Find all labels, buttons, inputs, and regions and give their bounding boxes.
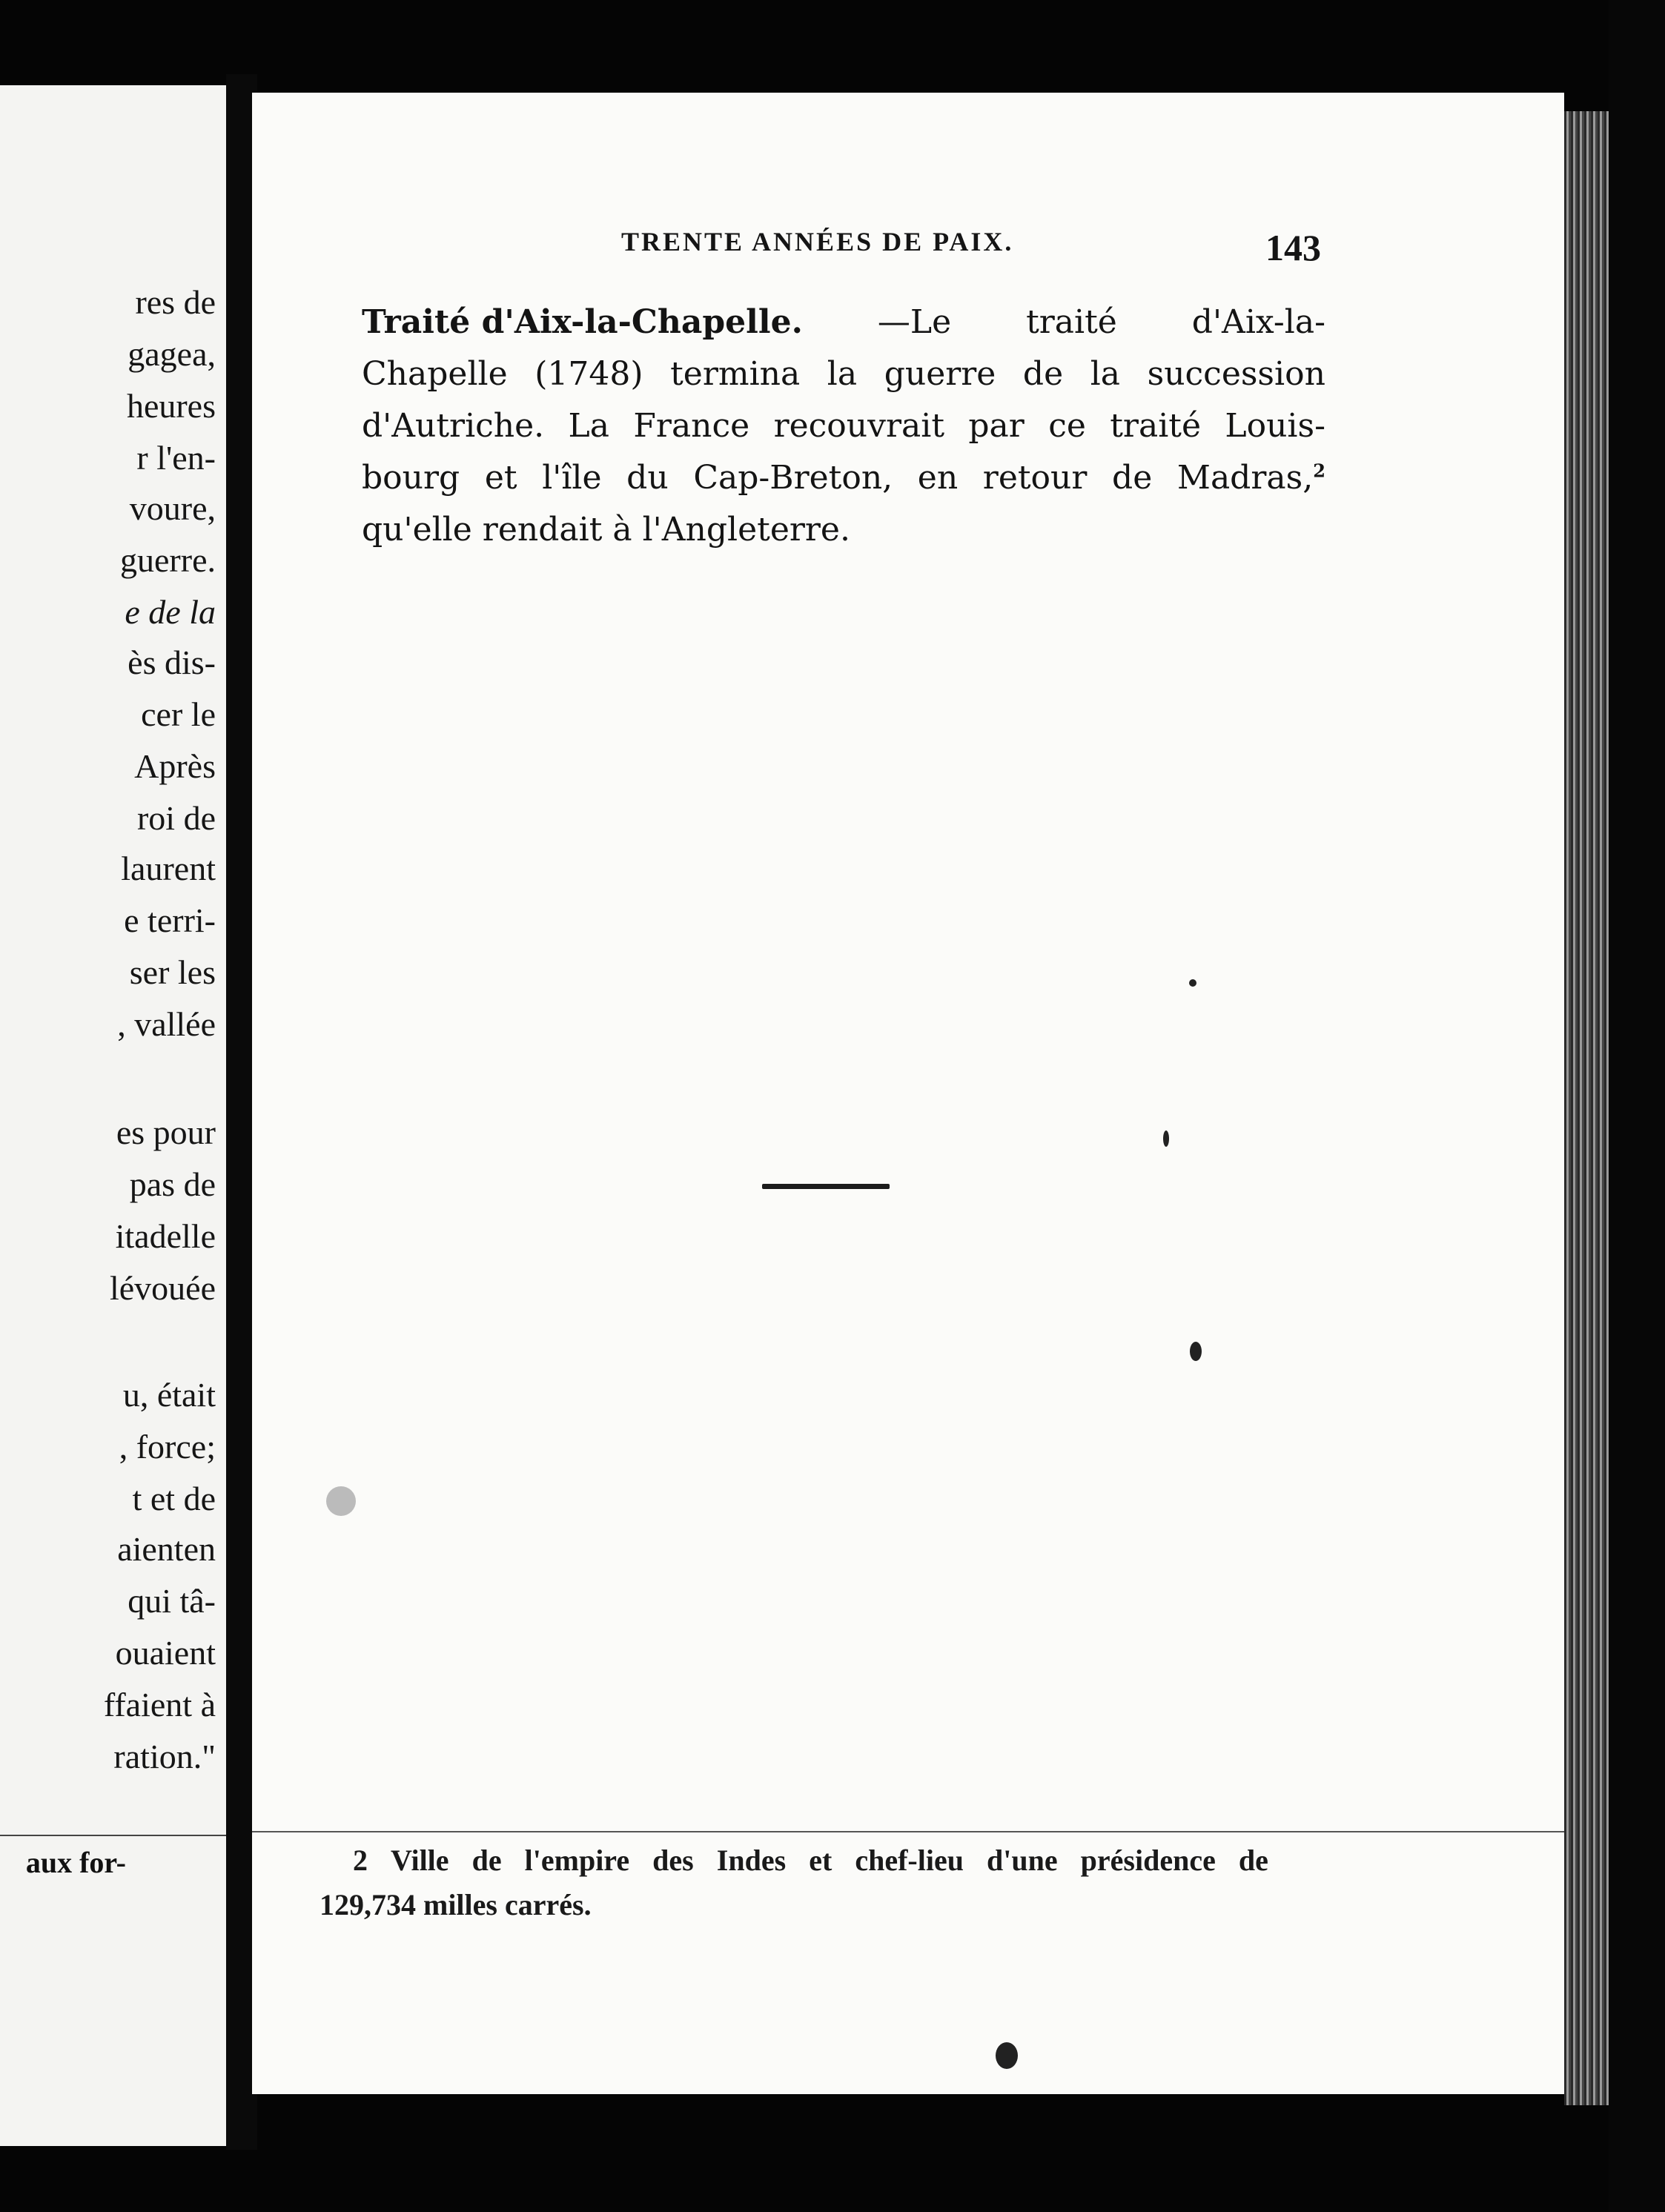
previous-page-footnote: aux for- xyxy=(25,1846,126,1879)
previous-page-line: ser les xyxy=(129,953,216,991)
word: (1748) xyxy=(534,355,643,393)
word: de xyxy=(471,1844,502,1877)
scan-speck xyxy=(996,2042,1018,2069)
scan-speck xyxy=(1189,979,1196,987)
word: ce xyxy=(1048,407,1086,445)
word: de xyxy=(1238,1844,1268,1877)
word: l'île xyxy=(542,459,602,497)
previous-page-line: aienten xyxy=(117,1530,216,1568)
previous-page-line: lévouée xyxy=(109,1269,216,1307)
scan-border-right xyxy=(1609,0,1665,2212)
footnote-line-1 xyxy=(320,1838,1268,1883)
scan-speck xyxy=(326,1486,356,1516)
word: par xyxy=(968,407,1025,445)
word: des xyxy=(652,1844,694,1877)
word: l'empire xyxy=(524,1844,630,1877)
word: en xyxy=(917,459,959,497)
previous-page-line: guerre. xyxy=(120,541,216,579)
word: de xyxy=(1112,459,1153,497)
previous-page-line: ouaient xyxy=(115,1634,216,1672)
word: traité xyxy=(1026,303,1117,341)
previous-page-fragment xyxy=(0,85,226,2146)
previous-page-line: res de xyxy=(135,283,216,321)
word: —Le xyxy=(877,303,952,341)
word: guerre xyxy=(884,355,996,393)
previous-page-line: , vallée xyxy=(117,1005,216,1043)
text-line-1 xyxy=(362,297,1325,348)
previous-page-line: pas de xyxy=(129,1165,216,1203)
previous-page-line: e de la xyxy=(125,593,216,631)
word: la xyxy=(1090,355,1121,393)
word: Cap-Breton, xyxy=(693,459,893,497)
word: du xyxy=(626,459,669,497)
previous-page-line: t et de xyxy=(132,1480,216,1517)
previous-page-line: laurent xyxy=(121,850,216,887)
previous-page-line: voure, xyxy=(129,489,216,527)
word: Indes xyxy=(716,1844,787,1877)
word: France xyxy=(633,407,750,445)
word: chef-lieu xyxy=(855,1844,964,1877)
footnote-rule xyxy=(252,1831,1564,1832)
word: et xyxy=(809,1844,832,1877)
section-separator-rule xyxy=(762,1184,890,1189)
previous-page-line: Après xyxy=(134,747,216,785)
text-line-3 xyxy=(362,400,1325,452)
word-with-footnote-ref xyxy=(1177,452,1325,504)
section-heading: Traité d'Aix-la-Chapelle. xyxy=(362,303,803,341)
text-line-4 xyxy=(362,452,1325,504)
previous-page-line: es pour xyxy=(116,1113,216,1151)
word: bourg xyxy=(362,459,460,497)
word: recouvrait xyxy=(773,407,944,445)
previous-page-line: qui tâ- xyxy=(128,1582,216,1620)
previous-page-line: , force; xyxy=(119,1428,216,1466)
text-line-2 xyxy=(362,348,1325,400)
previous-page-line: gagea, xyxy=(128,335,216,373)
previous-page-footnote-rule xyxy=(0,1835,226,1836)
word: La xyxy=(568,407,609,445)
scan-speck xyxy=(1163,1130,1169,1147)
word: Madras, xyxy=(1176,459,1314,497)
book-page xyxy=(252,93,1564,2094)
scan-speck xyxy=(1190,1342,1202,1361)
word: succession xyxy=(1147,355,1325,393)
previous-page-line: roi de xyxy=(136,799,216,837)
previous-page-line: u, était xyxy=(122,1376,216,1414)
word: d'Aix-la- xyxy=(1191,303,1325,341)
footnote-reference: 2 xyxy=(1313,460,1325,482)
word: Ville xyxy=(391,1844,449,1877)
word: retour xyxy=(982,459,1088,497)
previous-page-line: heures xyxy=(126,387,216,425)
footnote xyxy=(320,1838,1268,1927)
page-edges xyxy=(1564,111,1609,2105)
word: traité xyxy=(1110,407,1201,445)
word: Louis- xyxy=(1225,407,1325,445)
word: termina xyxy=(670,355,801,393)
footnote-line-2: 129,734 milles carrés. xyxy=(320,1888,592,1921)
text-line-5: qu'elle rendait à l'Angleterre. xyxy=(362,511,850,549)
previous-page-line: ffaient à xyxy=(103,1686,216,1723)
previous-page-line: ès dis- xyxy=(128,643,216,681)
previous-page-line: ration." xyxy=(113,1738,216,1775)
word: d'une xyxy=(987,1844,1058,1877)
previous-page-line: e terri- xyxy=(124,901,216,939)
page-number: 143 xyxy=(1265,227,1321,268)
word: la xyxy=(827,355,858,393)
paragraph-aix-la-chapelle xyxy=(362,297,1325,556)
word: et xyxy=(484,459,517,497)
footnote-marker: 2 xyxy=(353,1844,368,1877)
word: Chapelle xyxy=(362,355,508,393)
word: de xyxy=(1022,355,1064,393)
word: présidence xyxy=(1080,1844,1216,1877)
running-head: TRENTE ANNÉES DE PAIX. xyxy=(621,227,1014,256)
word: d'Autriche. xyxy=(362,407,545,445)
previous-page-line: r l'en- xyxy=(136,439,216,477)
previous-page-line: itadelle xyxy=(115,1217,216,1255)
previous-page-line: cer le xyxy=(141,695,216,733)
